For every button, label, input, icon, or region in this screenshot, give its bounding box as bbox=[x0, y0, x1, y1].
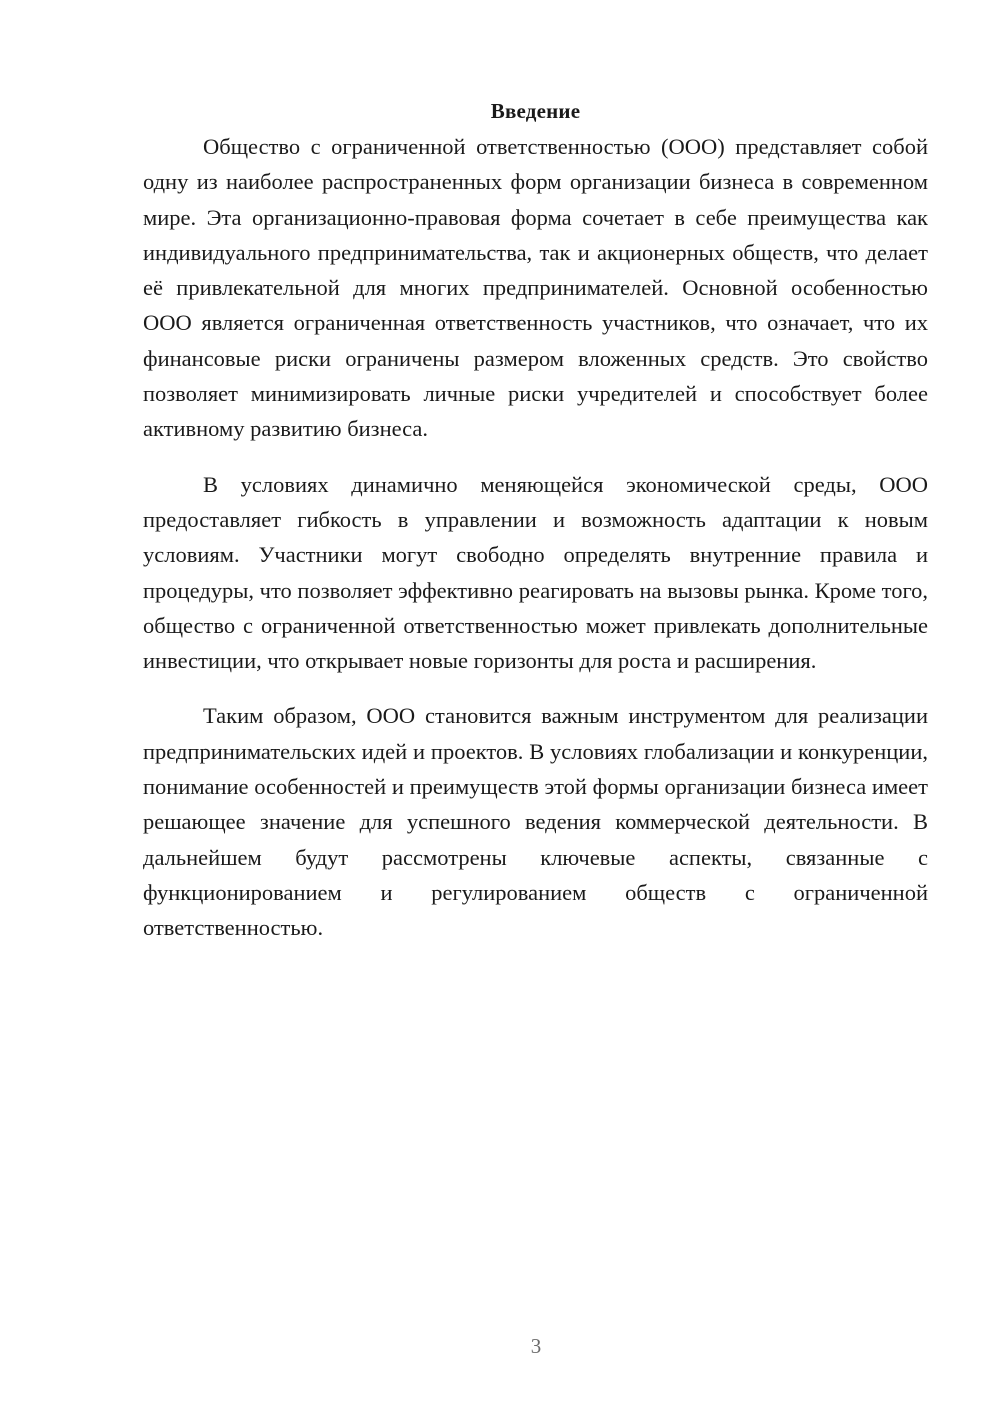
document-body bbox=[143, 96, 928, 946]
paragraph-2: В условиях динамично меняющейся экономической среды, ООО предоставляет гибкость в управлении и возможность адаптации к новым условиям. Участники могут свободно определять внутренние правила и процедуры, что позволяет эффективно реагировать на вызовы рынка. Кроме того, общество с ограниченной ответственностью может привлекать дополнительные инвестиции, что открывает новые горизонты для роста и расширения. bbox=[143, 471, 928, 674]
paragraph-1: Общество с ограниченной ответственностью (ООО) представляет собой одну из наиболее распространенных форм организации бизнеса в современном мире. Эта организационно-правовая форма сочетает в себе преимущества как индивидуального предпринимательства, так и акционерных обществ, что делает её привлекательной для многих предпринимателей. Основной особенностью ООО является ограниченная ответственность участников, что означает, что их финансовые риски ограничены размером вложенных средств. Это свойство позволяет минимизировать личные риски учредителей и способствует более активному развитию бизнеса. bbox=[143, 134, 928, 442]
section-title: Введение bbox=[490, 99, 581, 123]
paragraph-3: Таким образом, ООО становится важным инструментом для реализации предпринимательских идей и проектов. В условиях глобализации и конкуренции, понимание особенностей и преимуществ этой формы организации бизнеса имеет решающее значение для успешного ведения коммерческой деятельности. В дальнейшем будут рассмотрены ключевые аспекты, связанные с функционированием и регулированием обществ с ограниченной ответственностью. bbox=[143, 703, 928, 941]
page-number: 3 bbox=[530, 1334, 542, 1358]
